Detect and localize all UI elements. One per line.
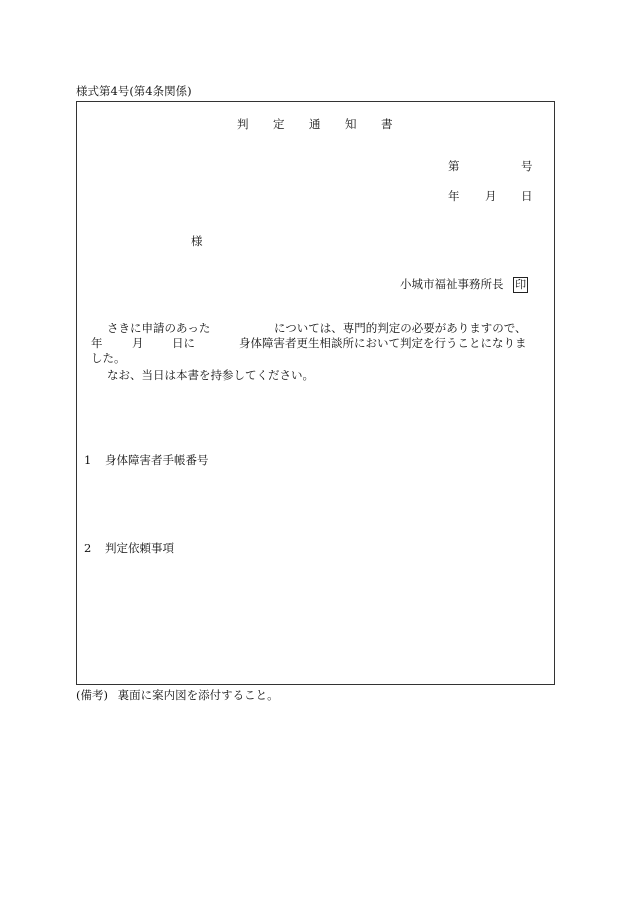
item-label: 判定依頼事項: [104, 541, 174, 555]
number-prefix: 第: [448, 159, 460, 173]
item-number: 2: [84, 541, 92, 555]
title-char: 通: [309, 117, 321, 131]
body-line3: した。: [91, 351, 126, 365]
form-label: 様式第4号(第4条関係): [76, 84, 192, 98]
title-char: 判: [237, 117, 249, 131]
item-2: [84, 542, 174, 556]
title-char: 知: [345, 117, 357, 131]
item-1: [84, 454, 208, 468]
body-line2-year: 年: [91, 336, 103, 350]
remarks: [76, 689, 279, 703]
remarks-text: 裏面に案内図を添付すること。: [117, 688, 279, 702]
issuer-line: [400, 277, 528, 293]
issuer-name: 小城市福祉事務所長: [400, 277, 504, 291]
date-month: 月: [485, 189, 497, 203]
addressee-suffix: 様: [191, 234, 203, 248]
date-year: 年: [448, 189, 460, 203]
remarks-label: (備考): [76, 688, 108, 702]
item-number: 1: [84, 453, 92, 467]
body-line2-day: 日に: [172, 336, 195, 350]
body-line1-a: さきに申請のあった: [107, 321, 211, 335]
title-char: 書: [381, 117, 393, 131]
date-day: 日: [521, 189, 533, 203]
title-char: 定: [273, 117, 285, 131]
body-line2-month: 月: [132, 336, 144, 350]
body-line4: なお、当日は本書を持参してください。: [107, 368, 314, 382]
number-suffix: 号: [521, 159, 533, 173]
notice-frame: [76, 101, 555, 685]
seal-mark: 印: [515, 278, 527, 291]
item-label: 身体障害者手帳番号: [104, 453, 209, 467]
body-line2-b: 身体障害者更生相談所において判定を行うことになりま: [239, 336, 527, 350]
body-line1-b: については、専門的判定の必要がありますので、: [274, 321, 527, 335]
